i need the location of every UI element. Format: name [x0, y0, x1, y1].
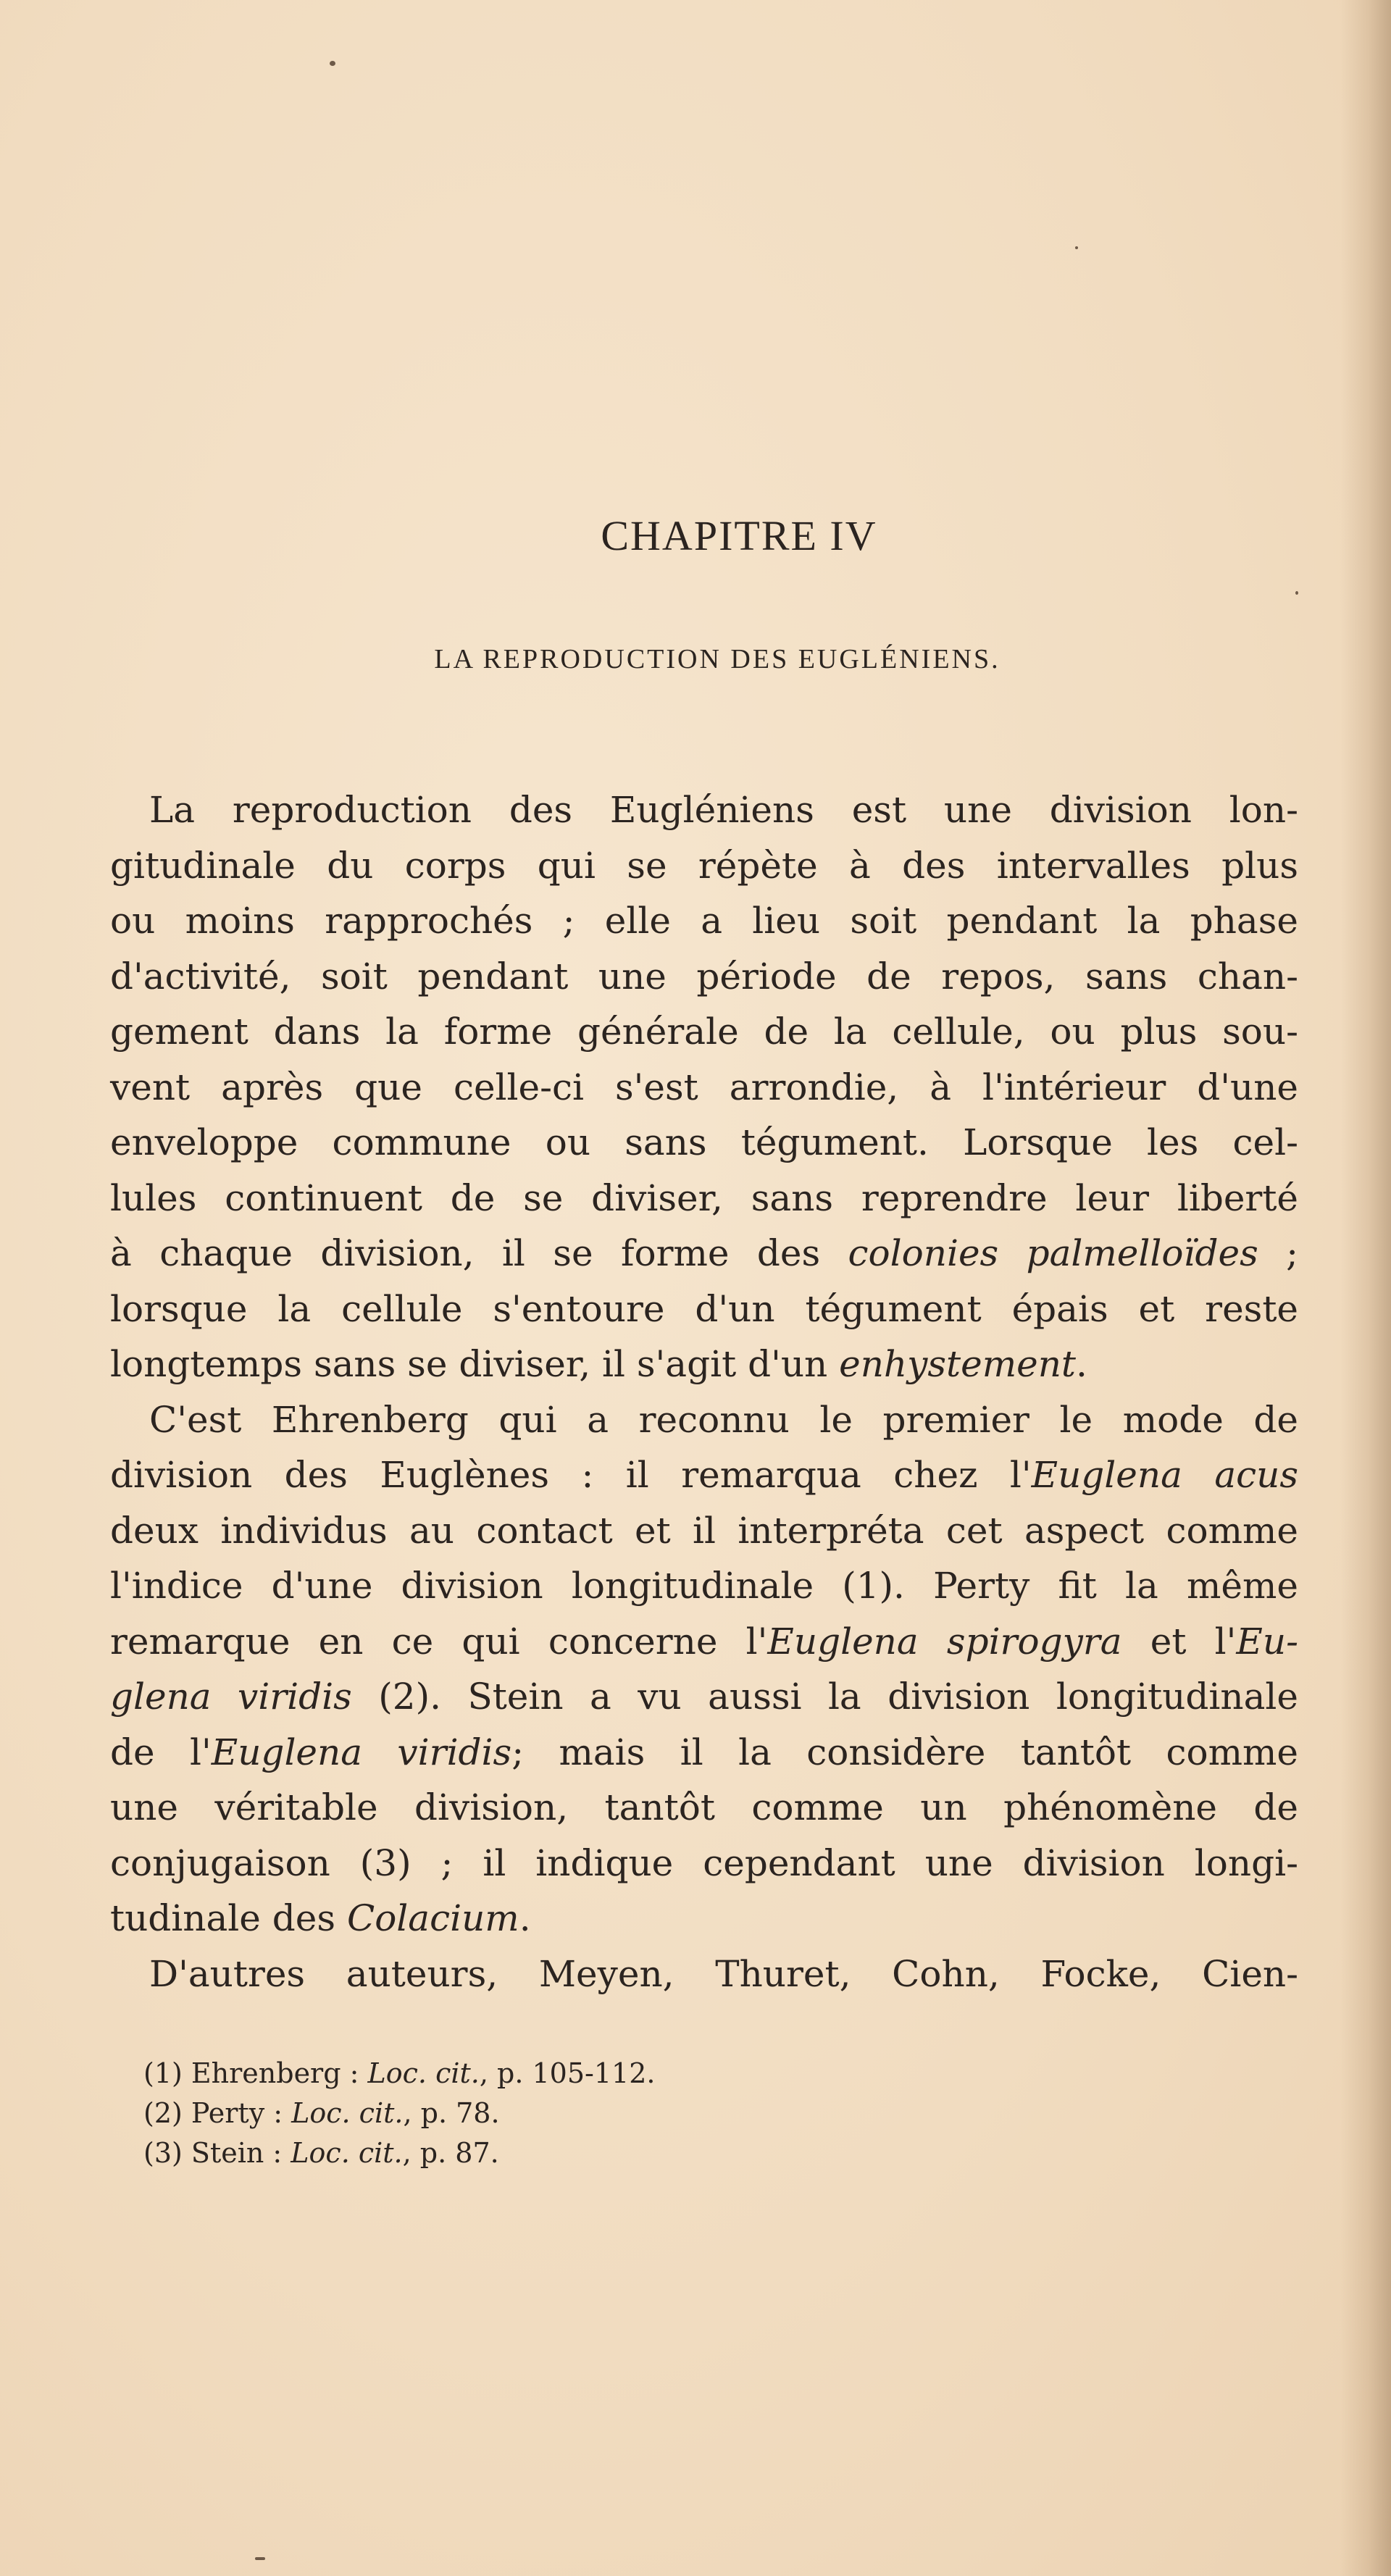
text-line	[110, 1171, 1298, 1226]
text-run: et l'	[1121, 1620, 1237, 1663]
page-edge-shadow	[1340, 0, 1391, 2576]
text-line	[110, 1891, 1298, 1946]
footnote-citation: Loc. cit.	[291, 2137, 403, 2169]
text-line	[110, 1503, 1298, 1559]
text-line	[110, 1725, 1298, 1781]
section-title: LA REPRODUCTION DES EUGLÉNIENS.	[434, 644, 1001, 674]
footnote-text: , p. 105-112.	[479, 2057, 656, 2089]
text-run: deux individus au contact et il interpréta cet aspect comme	[110, 1509, 1298, 1552]
text-line	[110, 1614, 1298, 1670]
paper-speck	[1075, 246, 1078, 249]
text-run: lules continuent de se diviser, sans reprendre leur liberté	[110, 1176, 1298, 1219]
italic-term: glena viridis	[110, 1676, 352, 1718]
text-run: .	[519, 1897, 531, 1939]
italic-term: enhystement	[839, 1343, 1077, 1385]
text-line	[110, 1447, 1298, 1503]
text-line	[110, 1946, 1298, 2002]
footnote-text: , p. 78.	[403, 2097, 500, 2129]
text-run: ; mais il la considère tantôt comme	[511, 1731, 1299, 1773]
text-run: division des Euglènes : il remarqua chez l'	[110, 1454, 1032, 1496]
text-line	[110, 1281, 1298, 1337]
text-run: de l'	[110, 1731, 212, 1773]
footnote-citation: Loc. cit.	[291, 2097, 404, 2129]
text-run: gement dans la forme générale de la cellule, ou plus sou-	[110, 1011, 1298, 1053]
text-run: à chaque division, il se forme des	[110, 1232, 848, 1274]
text-run: gitudinale du corps qui se répète à des intervalles plus	[110, 844, 1298, 887]
footnote-citation: Loc. cit.	[367, 2057, 480, 2089]
footnote-text: (1) Ehrenberg :	[143, 2057, 368, 2089]
text-line	[110, 782, 1298, 838]
text-run: l'indice d'une division longitudinale (1). Perty fit la même	[110, 1565, 1298, 1607]
footnote	[143, 2133, 1013, 2173]
footnote	[143, 2054, 1013, 2094]
text-line	[110, 1780, 1298, 1836]
text-line	[110, 1115, 1298, 1171]
text-line	[110, 1337, 1298, 1392]
text-line	[110, 1392, 1298, 1448]
text-run: D'autres auteurs, Meyen, Thuret, Cohn, Focke, Cien-	[149, 1952, 1298, 1995]
italic-term: Euglena acus	[1031, 1454, 1298, 1496]
italic-term: Euglena viridis	[211, 1731, 512, 1773]
text-run: ou moins rapprochés ; elle a lieu soit pendant la phase	[110, 900, 1298, 942]
italic-term: Euglena spirogyra	[767, 1620, 1122, 1663]
text-run: longtemps sans se diviser, il s'agit d'un	[110, 1343, 840, 1385]
footnote-text: (3) Stein :	[143, 2137, 291, 2169]
body-text	[110, 782, 1298, 2002]
text-line	[110, 838, 1298, 894]
text-run: lorsque la cellule s'entoure d'un tégument épais et reste	[110, 1287, 1298, 1330]
text-line	[110, 1558, 1298, 1614]
italic-term: colonies palmelloïdes	[848, 1232, 1258, 1274]
paper-speck	[330, 61, 335, 66]
footnote	[143, 2094, 1013, 2133]
text-run: une véritable division, tantôt comme un phénomène de	[110, 1786, 1298, 1828]
text-run: tudinale des	[110, 1897, 347, 1939]
footnotes	[143, 2054, 1013, 2173]
text-line	[110, 1004, 1298, 1060]
text-run: (2). Stein a vu aussi la division longitudinale	[351, 1676, 1299, 1718]
text-run: .	[1076, 1343, 1087, 1385]
text-run: remarque en ce qui concerne l'	[110, 1620, 768, 1663]
footnote-text: (2) Perty :	[143, 2097, 292, 2129]
chapter-title: CHAPITRE IV	[601, 512, 877, 559]
text-line	[110, 1226, 1298, 1281]
text-run: C'est Ehrenberg qui a reconnu le premier le mode de	[149, 1398, 1298, 1441]
italic-term: Eu-	[1236, 1620, 1298, 1663]
text-line	[110, 1669, 1298, 1725]
text-line	[110, 893, 1298, 949]
text-line	[110, 949, 1298, 1005]
text-line	[110, 1836, 1298, 1891]
paper-speck	[1295, 591, 1298, 595]
text-run: conjugaison (3) ; il indique cependant une division longi-	[110, 1841, 1298, 1884]
italic-term: Colacium	[346, 1897, 519, 1939]
text-line	[110, 1060, 1298, 1116]
text-run: vent après que celle-ci s'est arrondie, à l'intérieur d'une	[110, 1066, 1298, 1108]
text-run: enveloppe commune ou sans tégument. Lorsque les cel-	[110, 1121, 1298, 1163]
paper-speck	[255, 2557, 265, 2560]
text-run: La reproduction des Eugléniens est une division lon-	[149, 789, 1298, 831]
footnote-text: , p. 87.	[402, 2137, 499, 2169]
text-run: d'activité, soit pendant une période de repos, sans chan-	[110, 955, 1298, 998]
text-run: ;	[1258, 1232, 1298, 1274]
